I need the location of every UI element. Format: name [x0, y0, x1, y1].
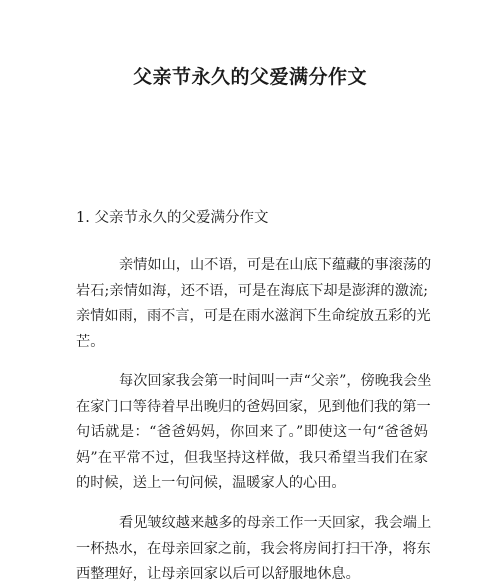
paragraph-2	[76, 369, 432, 497]
paragraph-line: 芒。	[76, 333, 105, 350]
paragraph-line: 岩石;亲情如海，还不语，可是在海底下却是澎湃的激流;	[76, 282, 428, 299]
paragraph-line: 句话就是：“爸爸妈妈，你回来了。”即使这一句“爸爸妈	[76, 424, 428, 440]
paragraph-line: 妈”在平常不过，但我坚持这样做，我只希望当我们在家	[76, 449, 428, 466]
paragraph-line: 在家门口等待着早出晚归的爸妈回家，见到他们我的第一	[76, 398, 431, 415]
paragraph-1	[76, 253, 432, 355]
document-title: 父亲节永久的父爱满分作文	[132, 66, 367, 88]
paragraph-3	[76, 511, 432, 588]
paragraph-line: 亲情如山，山不语，可是在山底下蕴藏的事滚荡的	[119, 257, 432, 273]
paragraph-line: 每次回家我会第一时间叫一声“父亲”，傍晚我会坐	[119, 373, 432, 389]
paragraph-line: 西整理好，让母亲回家以后可以舒服地休息。	[76, 566, 360, 582]
paragraph-line: 亲情如雨，雨不言，可是在雨水滋润下生命绽放五彩的光	[76, 308, 431, 324]
paragraph-line: 的时候，送上一句问候，温暖家人的心田。	[76, 475, 346, 491]
paragraph-line: 一杯热水，在母亲回家之前，我会将房间打扫干净，将东	[76, 540, 431, 557]
paragraph-line: 看见皱纹越来越多的母亲工作一天回家，我会端上	[119, 515, 432, 531]
section-heading: 1. 父亲节永久的父爱满分作文	[76, 210, 269, 226]
